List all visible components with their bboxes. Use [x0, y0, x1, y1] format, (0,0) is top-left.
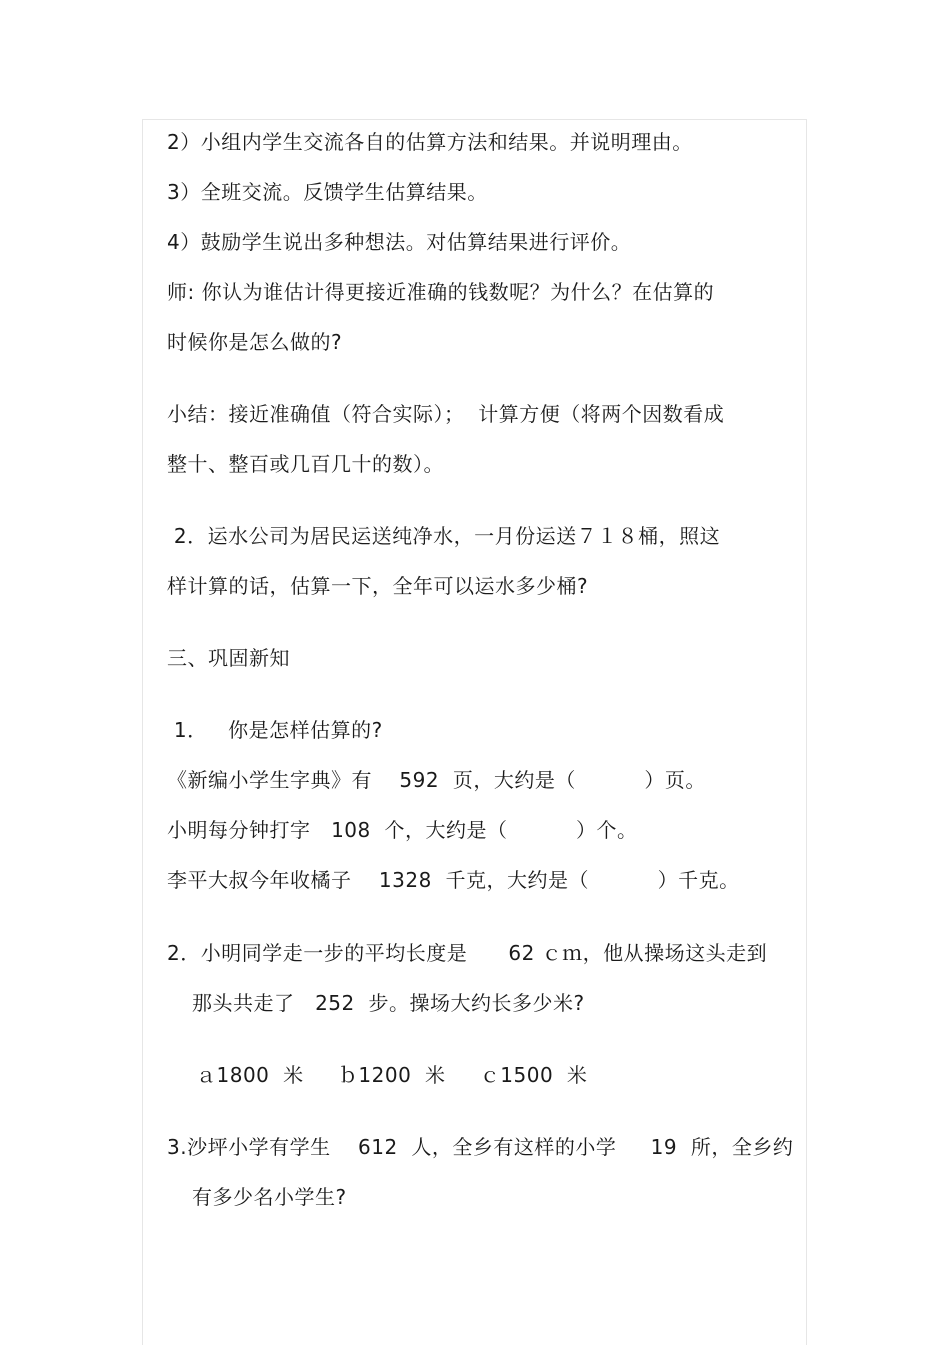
teacher-question-line-2: 时候你是怎么做的?	[167, 330, 343, 354]
exercise-1-item-typing: 小明每分钟打字 108 个，大约是（ ）个。	[167, 818, 638, 842]
exercise-1-prompt: 1． 你是怎样估算的?	[167, 718, 383, 742]
teacher-question-line-1: 师: 你认为谁估计得更接近准确的钱数呢？为什么？在估算的	[167, 280, 715, 304]
exercise-2-line-2: 那头共走了 252 步。操场大约长多少米?	[192, 991, 585, 1015]
summary-line-2: 整十、整百或几百几十的数）。	[167, 452, 444, 476]
problem-2-line-1: 2．运水公司为居民运送纯净水，一月份运送７１８桶，照这	[167, 524, 721, 548]
summary-line-1: 小结：接近准确值（符合实际）； 计算方便（将两个因数看成	[167, 402, 725, 426]
exercise-1-item-dictionary: 《新编小学生字典》有 592 页，大约是（ ）页。	[167, 768, 706, 792]
exercise-1-item-oranges: 李平大叔今年收橘子 1328 千克，大约是（ ）千克。	[167, 868, 740, 892]
section-heading: 三、巩固新知	[167, 646, 290, 670]
exercise-3-line-1: 3.沙坪小学有学生 612 人，全乡有这样的小学 19 所，全乡约	[167, 1135, 794, 1159]
step-3-text: 3）全班交流。反馈学生估算结果。	[167, 180, 488, 204]
exercise-2-line-1: 2．小明同学走一步的平均长度是 62 ｃｍ，他从操场这头走到	[167, 941, 768, 965]
exercise-3-line-2: 有多少名小学生?	[192, 1185, 347, 1209]
exercise-2-options: ａ1800 米 ｂ1200 米 ｃ1500 米	[196, 1063, 588, 1087]
problem-2-line-2: 样计算的话，估算一下，全年可以运水多少桶?	[167, 574, 589, 598]
step-4-text: 4）鼓励学生说出多种想法。对估算结果进行评价。	[167, 230, 632, 254]
step-2-text: 2）小组内学生交流各自的估算方法和结果。并说明理由。	[167, 130, 693, 154]
